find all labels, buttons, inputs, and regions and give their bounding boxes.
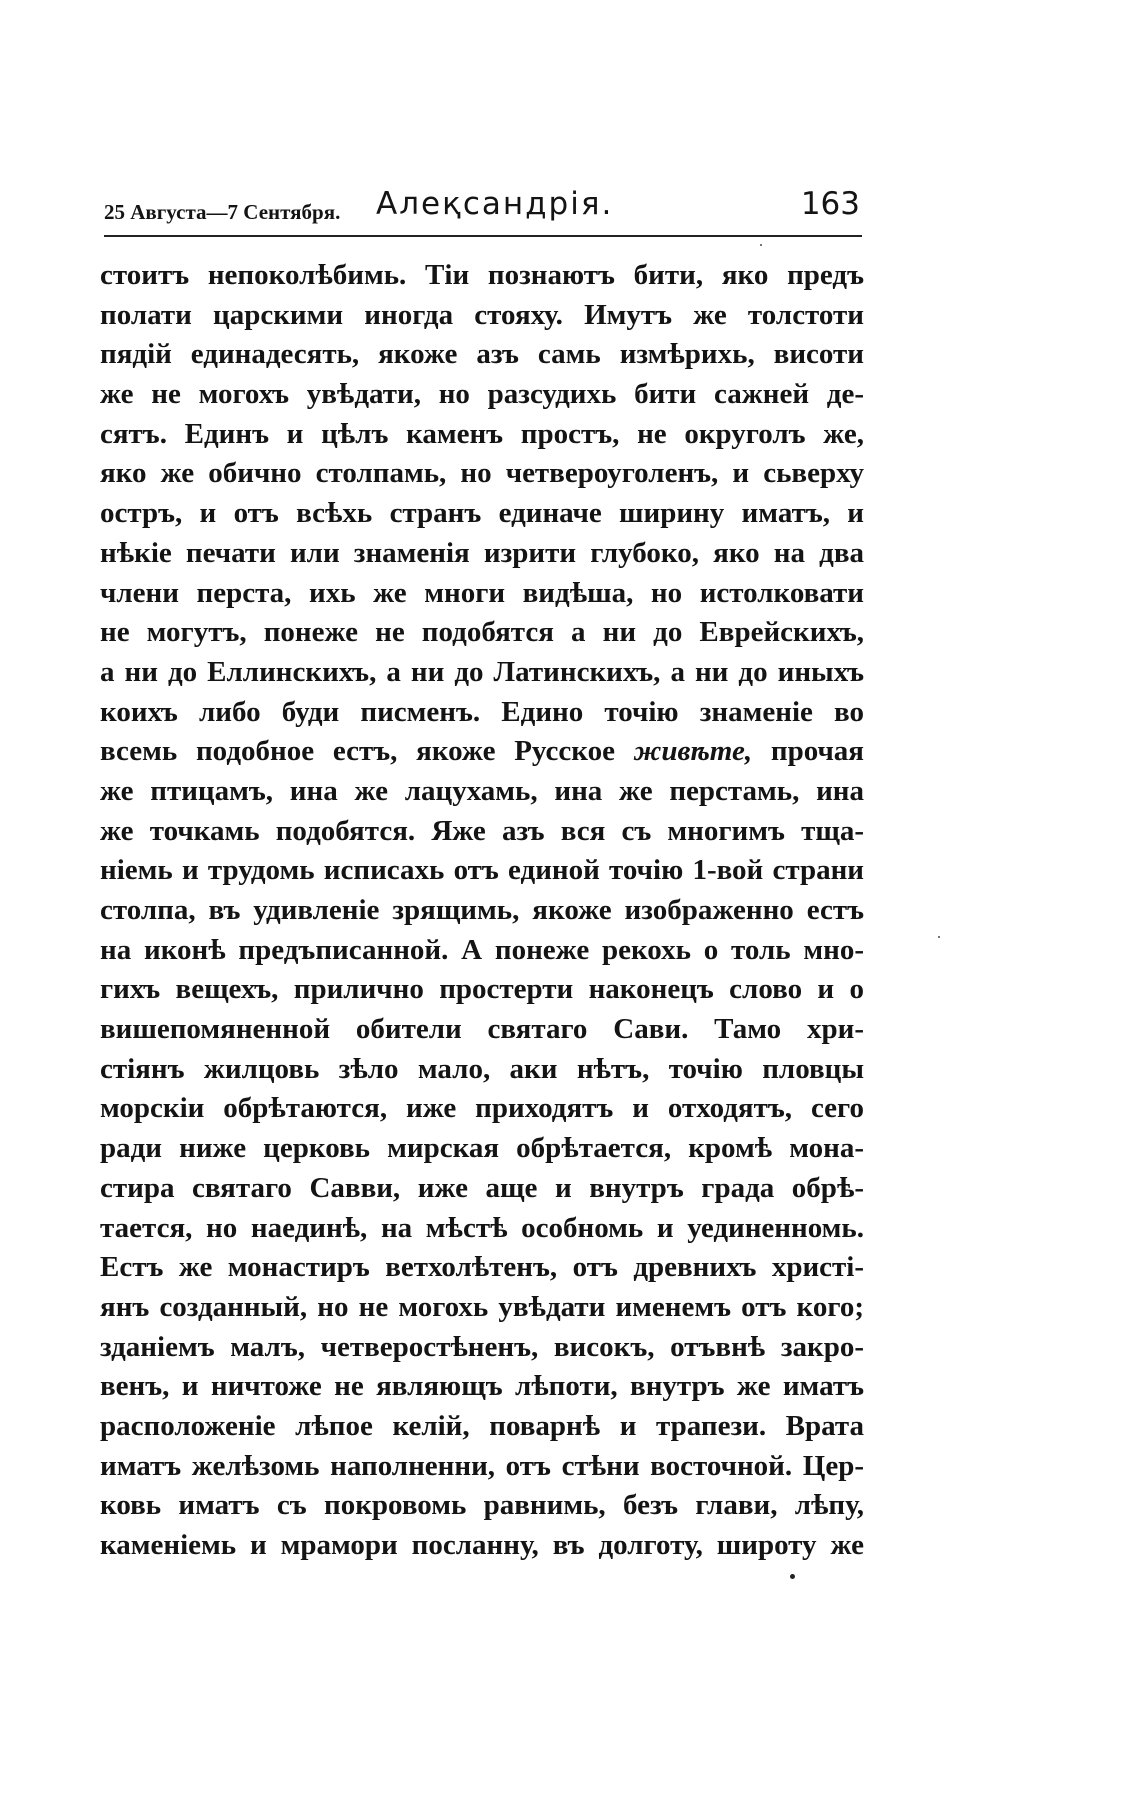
text-line: же не могохъ увѣдати, но разсудихь бити сажней де-: [100, 378, 864, 411]
text-line: ніемь и трудомь исписахь отъ единой точію 1-вой страни: [100, 854, 864, 887]
italic-word: живѣте,: [633, 735, 753, 768]
text-line: нѣкіе печати или знаменія изрити глубоко, яко на два: [100, 536, 864, 569]
text-line: на иконѣ предъписанной. А понеже рекохь о толь мно-: [100, 933, 864, 966]
text-line: морскіи обрѣтаются, иже приходятъ и отходятъ, сего: [100, 1092, 864, 1125]
ink-speck: [760, 244, 762, 246]
text-line: сятъ. Единъ и цѣлъ каменъ простъ, не округолъ же,: [100, 417, 864, 450]
text-line: расположеніе лѣпое келій, поварнѣ и трапези. Врата: [100, 1409, 864, 1442]
text-segment: всемь подобное естъ, якоже Русское: [100, 735, 634, 768]
text-line: стіянъ жилцовь зѣло мало, аки нѣтъ, точію пловцы: [100, 1052, 864, 1085]
text-line: полати царскими иногда стояху. Имутъ же толстоти: [100, 298, 864, 331]
text-line: Естъ же монастиръ ветхолѣтенъ, отъ древнихъ христі-: [100, 1251, 864, 1284]
text-line: стоитъ непоколѣбимь. Тіи познаютъ бити, яко предъ: [100, 259, 864, 291]
text-line: же точкамь подобятся. Яже азъ вся съ многимъ тща-: [100, 814, 864, 847]
running-header: [104, 186, 862, 230]
text-line: члени перста, ихь же многи видѣша, но истолковати: [100, 576, 864, 609]
text-line: ради ниже церковь мирская обрѣтается, кромѣ мона-: [100, 1132, 864, 1165]
text-line: коихъ либо буди писменъ. Едино точію знаменіе во: [100, 695, 864, 728]
text-segment: прочая: [752, 735, 864, 768]
text-line: стира святаго Савви, иже аще и внутръ града обрѣ-: [100, 1171, 864, 1204]
text-line: столпа, въ удивленіе зрящимь, якоже изображенно естъ: [100, 894, 864, 926]
text-line: венъ, и ничтоже не являющъ лѣпоти, внутръ же иматъ: [100, 1370, 864, 1403]
text-line: ковь иматъ съ покровомь равнимь, безъ глави, лѣпу,: [100, 1489, 864, 1522]
header-date: 25 Августа—7 Сентября.: [104, 200, 341, 224]
text-line-mixed: [100, 732, 864, 772]
text-line: пядій единадесять, якоже азъ самь измѣрихь, висоти: [100, 338, 864, 371]
text-line: гихъ вещехъ, прилично простерти наконецъ слово и о: [100, 973, 864, 1006]
text-line: остръ, и отъ всѣхь странъ единаче ширину иматъ, и: [100, 497, 864, 530]
text-line: иматъ желѣзомь наполненни, отъ стѣни восточной. Цер-: [100, 1449, 864, 1482]
header-rule: [104, 235, 862, 237]
text-line: яко же обично столпамь, но четвероуголенъ, и сьверху: [100, 457, 864, 490]
text-line: каменіемь и мрамори посланну, въ долготу, широту же: [100, 1529, 864, 1561]
ink-speck: [938, 936, 940, 938]
ink-dot: [790, 1574, 795, 1579]
text-line: зданіемъ малъ, четверостѣненъ, високъ, отъвнѣ закро-: [100, 1330, 864, 1363]
text-line: тается, но наединѣ, на мѣстѣ особномь и уединенномь.: [100, 1211, 864, 1244]
page-number: 163: [800, 186, 860, 222]
text-line: вишепомяненной обители святаго Сави. Тамо хри-: [100, 1013, 864, 1046]
text-line: не могутъ, понеже не подобятся а ни до Еврейскихъ,: [100, 616, 864, 649]
header-title: Алеқсандрія.: [376, 186, 614, 222]
text-line: янъ созданный, но не могохь увѣдати именемъ отъ кого;: [100, 1290, 864, 1323]
text-line: а ни до Еллинскихъ, а ни до Латинскихъ, а ни до иныхъ: [100, 655, 864, 688]
body-text: [100, 256, 864, 1566]
text-line: же птицамъ, ина же лацухамь, ина же перстамь, ина: [100, 774, 864, 807]
